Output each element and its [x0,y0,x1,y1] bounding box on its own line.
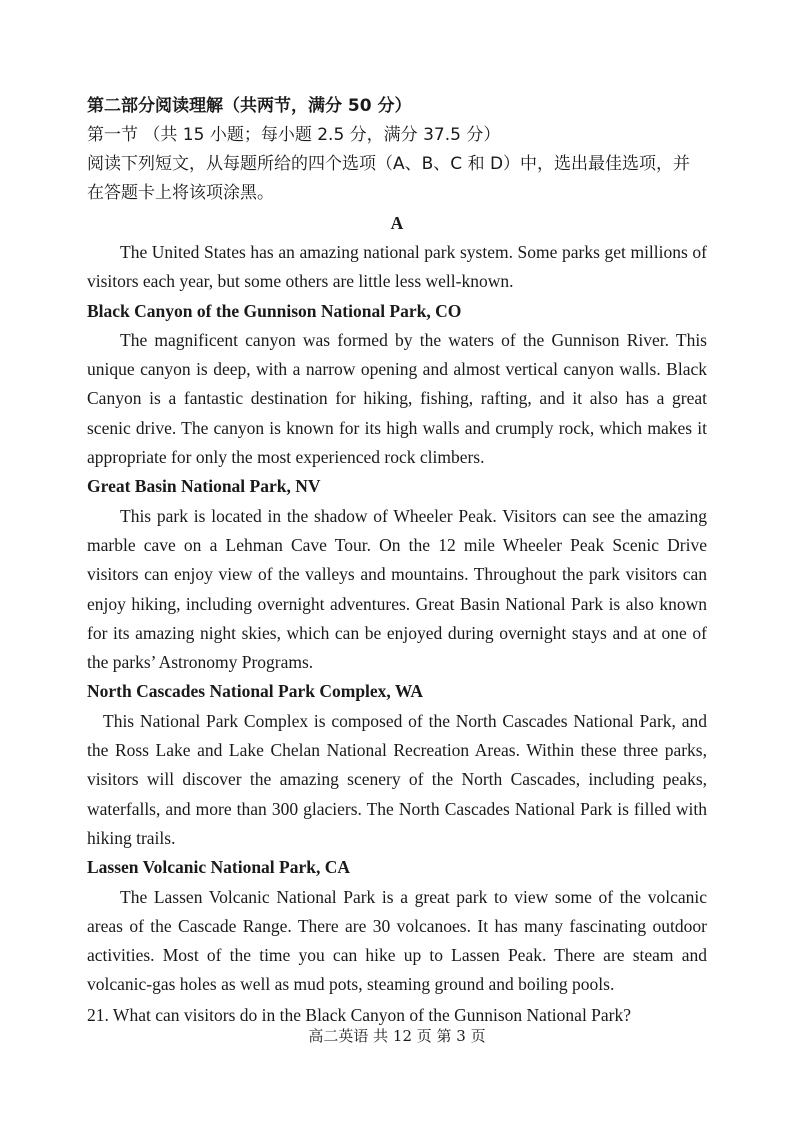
page-footer: 高二英语 共 12 页 第 3 页 [308,1027,486,1045]
park-body: This National Park Complex is composed of the North Cascades National Park, and the Ross Lake and Lake Chelan National Recreation Areas. Within these three parks, visitors will discover the amazing scenery of the North Cascades, including peaks, waterfalls, and more than 300 glaciers. The North Cascades National Park is filled with hiking trails. [87,710,707,848]
passage-letter: A [390,213,404,233]
park-body: The magnificent canyon was formed by the waters of the Gunnison River. This unique canyon is deep, with a narrow opening and almost vertical canyon walls. Black Canyon is a fantastic destination for hiking, fishing, rafting, and it also has a great scenic drive. The canyon is known for its high walls and crumply rock, which makes it appropriate for only the most experienced rock climbers. [87,329,707,468]
page-content [87,92,707,1030]
park-heading: Great Basin National Park, NV [87,476,321,497]
question-21: 21. What can visitors do in the Black Canyon of the Gunnison National Park? [87,1004,632,1025]
park-heading: Black Canyon of the Gunnison National Park, CO [87,300,462,321]
instructions: 阅读下列短文，从每题所给的四个选项（A、B、C 和 D）中，选出最佳选项，并在答题卡上将该项涂黑。 [87,154,691,203]
park-body: The Lassen Volcanic National Park is a great park to view some of the volcanic areas of the Cascade Range. There are 30 volcanoes. It has many fascinating outdoor activities. Most of the time you can hike up to Lassen Peak. There are steam and volcanic-gas holes as well as mud pots, steaming ground and boiling pools. [87,886,707,995]
part-title: 第二部分阅读理解（共两节，满分 50 分） [87,96,412,116]
section-title: 第一节 （共 15 小题；每小题 2.5 分，满分 37.5 分） [87,125,501,145]
park-body: This park is located in the shadow of Wheeler Peak. Visitors can see the amazing marble cave on a Lehman Cave Tour. On the 12 mile Wheeler Peak Scenic Drive visitors can enjoy view of the valleys and mountains. Throughout the park visitors can enjoy hiking, including overnight adventures. Great Basin National Park is also known for its amazing night skies, which can be enjoyed during overnight stays and at one of the parks’ Astronomy Programs. [87,505,707,673]
passage-intro: The United States has an amazing national park system. Some parks get millions of visitors each year, but some others are little less well-known. [87,242,707,292]
park-heading: North Cascades National Park Complex, WA [87,681,424,702]
park-heading: Lassen Volcanic National Park, CA [87,857,351,878]
